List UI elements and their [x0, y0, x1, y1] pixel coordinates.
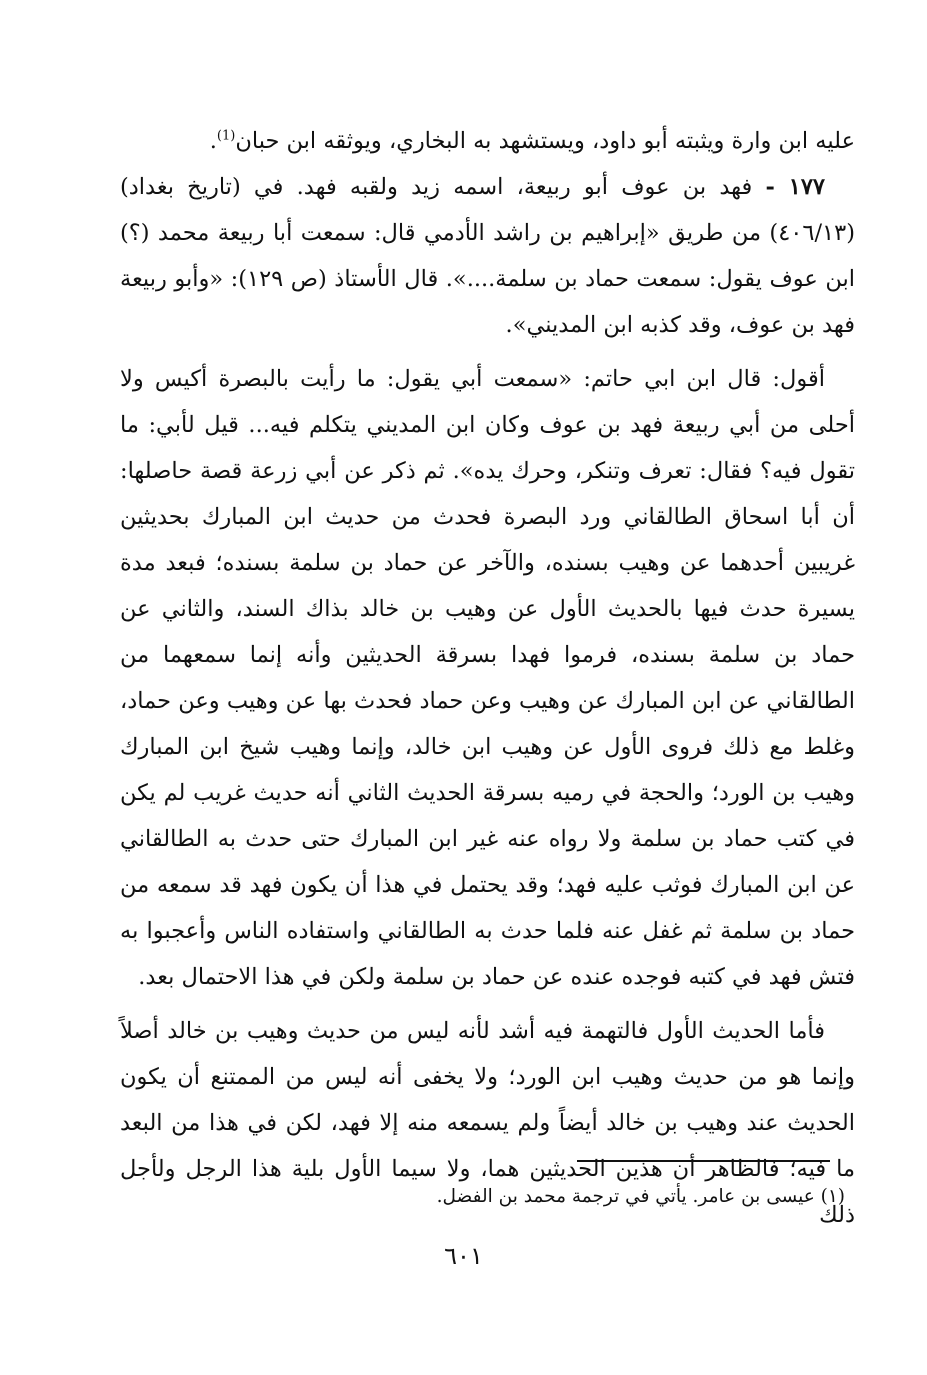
paragraph-text: فأما الحديث الأول فالتهمة فيه أشد لأنه ليس من حديث وهيب بن خالد أصلاً وإنما هو من حديث وهيب ابن الورد؛ ولا يخفى أنه ليس من الممتنع أن يكون الحديث عند وهيب بن خالد أيضاً ولم يسمعه منه إلا فهد، لكن في هذا من البعد ما فيه؛ فالظاهر أن هذين الحديثين هما، ولا سيما الأول بلية هذا الرجل ولأجل ذلك [120, 1018, 855, 1228]
paragraph-continuation [120, 118, 855, 164]
footnote: (١) عيسى بن عامر. يأتي في ترجمة محمد بن الفضل. [436, 1186, 845, 1207]
entry-number: ١٧٧ - [765, 174, 825, 200]
sentence-end: . [209, 128, 217, 154]
paragraph-entry-177 [120, 164, 855, 348]
footnote-divider [577, 1160, 830, 1162]
paragraph-text: فهد بن عوف أبو ربيعة، اسمه زيد ولقبه فهد. في (تاريخ بغداد) (٤٠٦/١٣) من طريق «إبراهيم بن راشد الأدمي قال: سمعت أبا ربيعة محمد (؟) ابن عوف يقول: سمعت حماد بن سلمة....». قال الأستاذ (ص ١٢٩): «وأبو ربيعة فهد بن عوف، وقد كذبه ابن المديني». [120, 174, 855, 338]
paragraph-text: أقول: قال ابن ابي حاتم: «سمعت أبي يقول: ما رأيت بالبصرة أكيس ولا أحلى من أبي ربيعة فهد بن عوف وكان ابن المديني يتكلم فيه... قيل لأبي: ما تقول فيه؟ فقال: تعرف وتنكر، وحرك يده». ثم ذكر عن أبي زرعة قصة حاصلها: أن أبا اسحاق الطالقاني ورد البصرة فحدث من حديث ابن المبارك بحديثين غريبين أحدهما عن وهيب بسنده، والآخر عن حماد بن سلمة بسنده؛ فبعد مدة يسيرة حدث فيها بالحديث الأول عن وهيب بن خالد بذاك السند، والثاني عن حماد بن سلمة بسنده، فرموا فهدا بسرقة الحديثين وأنه إنما سمعهما من الطالقاني عن ابن المبارك عن وهيب وعن حماد فحدث بها عن وهيب وعن حماد، وغلط مع ذلك فروى الأول عن وهيب ابن خالد، وإنما وهيب شيخ ابن المبارك وهيب بن الورد؛ والحجة في رميه بسرقة الحديث الثاني أنه حديث غريب لم يكن في كتب حماد بن سلمة ولا رواه عنه غير ابن المبارك حتى حدث به الطالقاني عن ابن المبارك فوثب عليه فهد؛ وقد يحتمل في هذا أن يكون فهد قد سمعه من حماد بن سلمة ثم غفل عنه فلما حدث به الطالقاني واستفاده الناس وأعجبوا به فتش فهد في كتبه فوجده عنده عن حماد بن سلمة ولكن في هذا الاحتمال بعد. [120, 366, 855, 990]
footnote-reference[interactable]: (1) [216, 128, 236, 144]
page-number: ٦٠١ [444, 1242, 483, 1270]
main-text [120, 118, 855, 1238]
paragraph-commentary [120, 356, 855, 1000]
paragraph-text: عليه ابن وارة ويثبته أبو داود، ويستشهد به البخاري، ويوثقه ابن حبان [235, 128, 855, 154]
